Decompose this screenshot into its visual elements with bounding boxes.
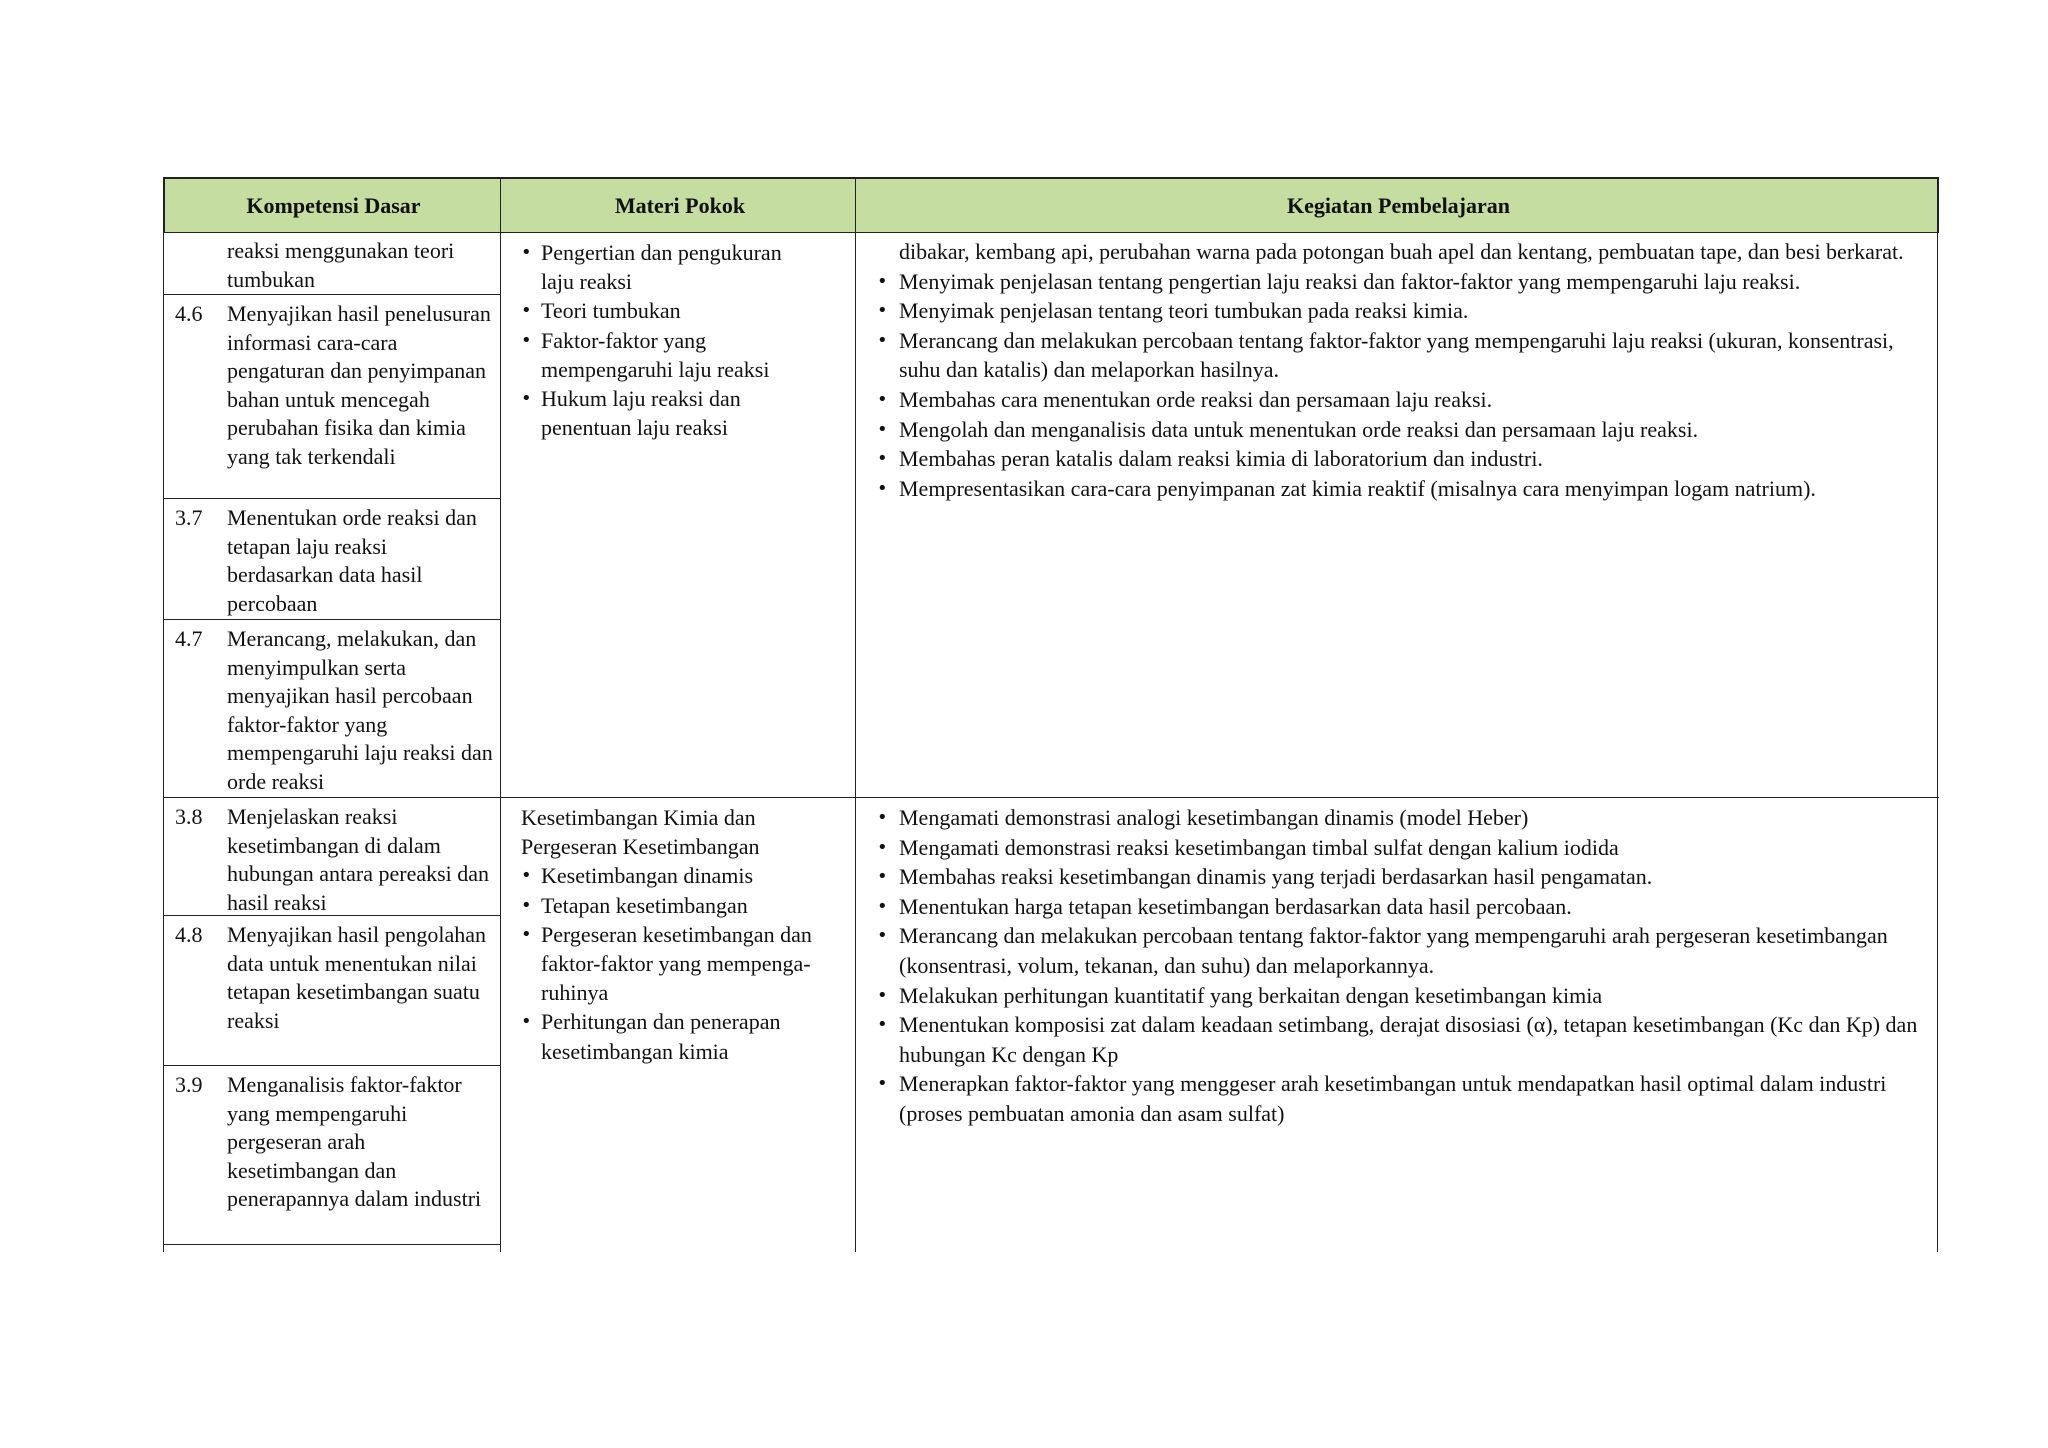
list-item: • Mengamati demonstrasi analogi kesetimbangan dinamis (model Heber) [863, 803, 1923, 833]
list-item: • Membahas peran katalis dalam reaksi kimia di laboratorium dan industri. [863, 444, 1923, 474]
kd-text: Menganalisis faktor-faktor yang mempengaruhi pergeseran arah kesetimbangan dan penerapannya dalam industri [227, 1072, 482, 1211]
kd-text: reaksi menggunakan teori tumbukan [227, 238, 455, 292]
kd-number: 4.8 [175, 922, 203, 947]
kd-divider [163, 1065, 501, 1066]
list-item: • Teori tumbukan [509, 296, 819, 325]
list-item: • Faktor-faktor yang mempengaruhi laju reaksi [509, 326, 819, 384]
table-header-row [163, 177, 1939, 233]
list-item: • Merancang dan melakukan percobaan tentang faktor-faktor yang mempengaruhi laju reaksi (ukuran, konsentrasi, suhu dan katalis) dan melaporkan hasilnya. [863, 326, 1923, 385]
kd-text: Menentukan orde reaksi dan tetapan laju reaksi berdasarkan data hasil percobaan [227, 505, 477, 616]
kd-text: Menyajikan hasil penelusuran informasi cara-cara pengaturan dan penyimpanan bahan untuk mencegah perubahan fisika dan kimia yang tak terkendali [227, 301, 491, 469]
materi-pokok-list [509, 861, 819, 1065]
kd-text: Menjelaskan reaksi kesetimbangan di dalam hubungan antara pereaksi dan hasil reaksi [227, 804, 490, 915]
materi-pokok-cell [509, 803, 819, 1066]
column-divider-2 [855, 177, 856, 1252]
list-item: • Hukum laju reaksi dan penentuan laju reaksi [509, 384, 819, 442]
kd-number: 4.6 [175, 301, 203, 326]
header-kompetensi-dasar: Kompetensi Dasar [246, 193, 421, 218]
header-materi-pokok: Materi Pokok [614, 193, 746, 218]
materi-pokok-list [509, 238, 819, 442]
list-item: • Mengolah dan menganalisis data untuk menentukan orde reaksi dan persamaan laju reaksi. [863, 415, 1923, 445]
row-divider [163, 797, 1939, 798]
list-item: • Menyimak penjelasan tentang teori tumbukan pada reaksi kimia. [863, 296, 1923, 326]
kd-number: 4.7 [175, 626, 203, 651]
header-kegiatan-pembelajaran: Kegiatan Pembelajaran [1286, 193, 1511, 218]
kd-text: Merancang, melakukan, dan menyimpulkan serta menyajikan hasil percobaan faktor-faktor yang mempengaruhi laju reaksi dan orde reaksi [227, 626, 493, 794]
kd-divider [163, 619, 501, 620]
list-item: • Perhitungan dan penerapan kesetimbangan kimia [509, 1007, 819, 1065]
list-item: • Merancang dan melakukan percobaan tentang faktor-faktor yang mempengaruhi arah pergeseran kesetimbangan (konsentrasi, volum, tekanan, dan suhu) dan melaporkannya. [863, 921, 1923, 980]
list-item: • Mempresentasikan cara-cara penyimpanan zat kimia reaktif (misalnya cara menyimpan logam natrium). [863, 474, 1923, 504]
kd-divider [163, 1244, 501, 1245]
list-item: • Menentukan komposisi zat dalam keadaan setimbang, derajat disosiasi (α), tetapan kesetimbangan (Kc dan Kp) dan hubungan Kc dengan Kp [863, 1010, 1923, 1069]
table-border-left [163, 177, 164, 1252]
kegiatan-cell [863, 237, 1923, 503]
list-item: • Kesetimbangan dinamis [509, 861, 819, 890]
kd-text: Menyajikan hasil pengolahan data untuk menentukan nilai tetapan kesetimbangan suatu reaksi [227, 922, 487, 1033]
list-item: • Mengamati demonstrasi reaksi kesetimbangan timbal sulfat dengan kalium iodida [863, 833, 1923, 863]
list-item: • Membahas reaksi kesetimbangan dinamis yang terjadi berdasarkan hasil pengamatan. [863, 862, 1923, 892]
table-border-right [1937, 177, 1938, 1252]
list-item: • Pergeseran kesetimbangan dan faktor-faktor yang mempenga-ruhinya [509, 920, 819, 1008]
kd-number: 3.8 [175, 804, 203, 829]
list-item: • Menyimak penjelasan tentang pengertian laju reaksi dan faktor-faktor yang mempengaruhi laju reaksi. [863, 267, 1923, 297]
list-item: • Tetapan kesetimbangan [509, 891, 819, 920]
list-item: • Pengertian dan pengukuran laju reaksi [509, 238, 819, 296]
list-item: • Membahas cara menentukan orde reaksi dan persamaan laju reaksi. [863, 385, 1923, 415]
kd-number: 3.9 [175, 1072, 203, 1097]
kegiatan-continued-text: dibakar, kembang api, perubahan warna pada potongan buah apel dan kentang, pembuatan tape, dan besi berkarat. [899, 239, 1904, 264]
curriculum-table [163, 177, 1939, 1252]
column-divider-1 [500, 177, 501, 1252]
kd-divider [163, 294, 501, 295]
kegiatan-list [863, 803, 1923, 1129]
materi-pokok-title: Kesetimbangan Kimia dan Pergeseran Kesetimbangan [521, 805, 760, 860]
list-item: • Melakukan perhitungan kuantitatif yang berkaitan dengan kesetimbangan kimia [863, 981, 1923, 1011]
kd-number: 3.7 [175, 505, 203, 530]
list-item: • Menerapkan faktor-faktor yang menggeser arah kesetimbangan untuk mendapatkan hasil optimal dalam industri (proses pembuatan amonia dan asam sulfat) [863, 1069, 1923, 1128]
materi-pokok-cell [509, 238, 819, 442]
kegiatan-cell [863, 803, 1923, 1129]
kegiatan-list [863, 267, 1923, 504]
kd-divider [163, 498, 501, 499]
list-item: • Menentukan harga tetapan kesetimbangan berdasarkan data hasil percobaan. [863, 892, 1923, 922]
